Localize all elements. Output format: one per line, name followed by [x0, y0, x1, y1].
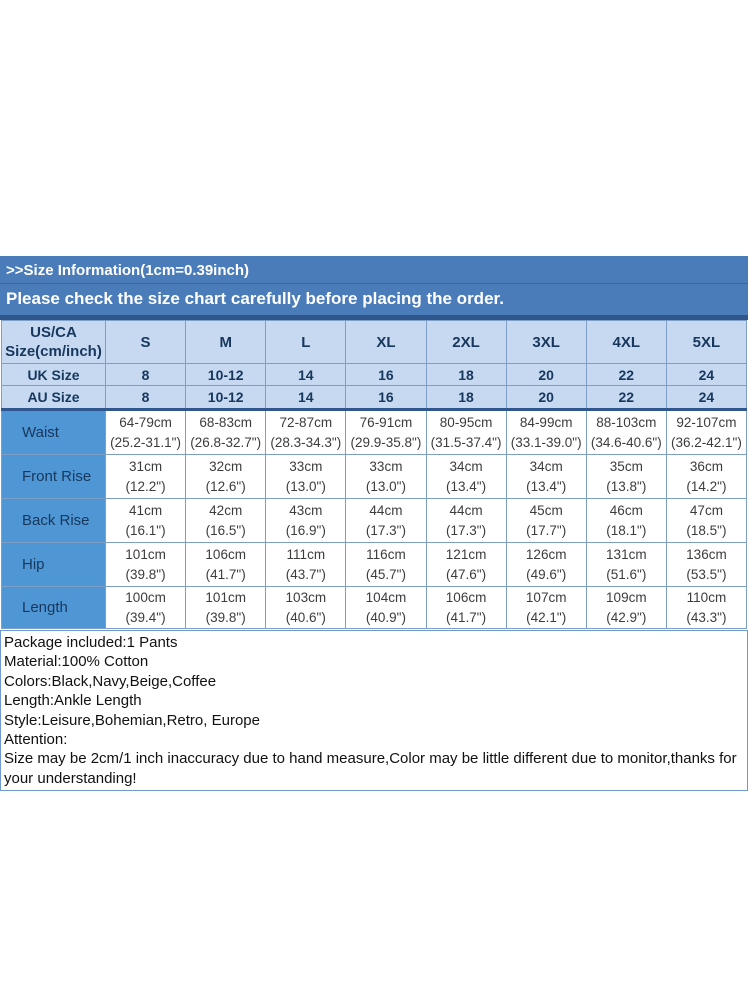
au-size-cell: 22	[586, 386, 666, 410]
measurement-cell	[666, 587, 746, 629]
measurement-cell	[346, 587, 426, 629]
measurement-cm: 106cm	[205, 546, 246, 562]
measurement-cell	[426, 455, 506, 499]
measurement-cell	[666, 543, 746, 587]
measurement-inch: (25.2-31.1")	[110, 434, 181, 450]
measurement-inch: (13.8")	[606, 478, 647, 494]
measurement-cm: 131cm	[606, 546, 647, 562]
measurement-inch: (49.6")	[526, 566, 567, 582]
measurement-cell	[506, 410, 586, 455]
measurement-cm: 104cm	[365, 589, 407, 605]
measurement-cell	[586, 499, 666, 543]
size-unit-header	[2, 321, 106, 364]
measurement-cell	[106, 410, 186, 455]
uk-size-cell: 20	[506, 364, 586, 386]
measurement-cm: 44cm	[449, 502, 483, 518]
measurement-cell	[106, 587, 186, 629]
measurement-inch: (40.9")	[365, 609, 406, 625]
measurement-cell	[186, 410, 266, 455]
measurement-inch: (41.7")	[446, 609, 487, 625]
measurement-inch: (14.2")	[686, 478, 727, 494]
measurement-cm: 64-79cm	[119, 414, 172, 430]
uk-size-label: UK Size	[2, 364, 106, 386]
measurement-cm: 111cm	[286, 546, 326, 562]
measurement-cell	[426, 410, 506, 455]
measurement-inch: (13.4")	[446, 478, 487, 494]
measurement-cell	[186, 499, 266, 543]
measurement-cell	[506, 455, 586, 499]
measurement-inch: (16.5")	[205, 522, 246, 538]
au-size-cell: 20	[506, 386, 586, 410]
measurement-cm: 92-107cm	[676, 414, 737, 430]
detail-line: Package included:1 Pants	[4, 634, 178, 651]
size-col-header: M	[186, 321, 266, 364]
measurement-inch: (43.7")	[285, 566, 326, 582]
measurement-inch: (42.9")	[606, 609, 647, 625]
measurement-cm: 72-87cm	[279, 414, 333, 430]
detail-line: Length:Ankle Length	[4, 692, 142, 710]
measurement-cm: 33cm	[369, 458, 403, 474]
measurement-inch: (43.3")	[686, 609, 727, 625]
size-col-header: S	[106, 321, 186, 364]
measurement-inch: (29.9-35.8")	[350, 434, 422, 450]
measurement-row	[2, 499, 747, 543]
measurement-cm: 35cm	[609, 458, 643, 474]
measurement-cell	[186, 543, 266, 587]
measurement-cm: 88-103cm	[596, 414, 657, 430]
detail-line: Material:100% Cotton	[4, 653, 149, 671]
measurement-inch: (40.6")	[285, 609, 326, 625]
measurement-cell	[106, 543, 186, 587]
measurement-cm: 116cm	[366, 546, 406, 562]
measurement-cm: 36cm	[689, 458, 723, 474]
measurement-cell	[266, 543, 346, 587]
measurement-cell	[346, 410, 426, 455]
measurement-cm: 106cm	[445, 589, 487, 605]
measurement-label: Back Rise	[2, 499, 106, 543]
banner-title: >>Size Information(1cm=0.39inch)	[0, 256, 748, 284]
size-col-header: 3XL	[506, 321, 586, 364]
measurement-inch: (16.9")	[285, 522, 326, 538]
size-info-banner	[0, 256, 748, 320]
uk-size-cell: 18	[426, 364, 506, 386]
measurement-inch: (16.1")	[125, 522, 166, 538]
measurement-row	[2, 587, 747, 629]
measurement-cm: 43cm	[289, 502, 323, 518]
au-size-cell: 8	[106, 386, 186, 410]
measurement-inch: (39.8")	[125, 566, 166, 582]
measurement-inch: (17.3")	[365, 522, 406, 538]
uk-size-cell: 24	[666, 364, 746, 386]
detail-line: Colors:Black,Navy,Beige,Coffee	[4, 672, 217, 690]
size-info-section	[0, 256, 748, 791]
measurement-inch: (13.0")	[285, 478, 326, 494]
uk-size-cell: 8	[106, 364, 186, 386]
measurement-inch: (13.4")	[526, 478, 567, 494]
measurement-cm: 45cm	[529, 502, 563, 518]
uk-size-cell: 14	[266, 364, 346, 386]
measurement-cell	[106, 499, 186, 543]
measurement-inch: (45.7")	[365, 566, 406, 582]
measurement-cm: 34cm	[529, 458, 563, 474]
measurement-cell	[266, 499, 346, 543]
measurement-cm: 41cm	[129, 502, 163, 518]
measurement-inch: (31.5-37.4")	[430, 434, 502, 450]
measurement-inch: (13.0")	[365, 478, 406, 494]
measurement-inch: (47.6")	[446, 566, 487, 582]
measurement-cm: 80-95cm	[439, 414, 493, 430]
size-col-header: 5XL	[666, 321, 746, 364]
detail-line: Style:Leisure,Bohemian,Retro, Europe	[4, 711, 260, 729]
au-size-cell: 10-12	[186, 386, 266, 410]
uk-size-cell: 16	[346, 364, 426, 386]
measurement-inch: (42.1")	[526, 609, 567, 625]
measurement-cell	[666, 410, 746, 455]
measurement-cell	[506, 499, 586, 543]
measurement-cell	[346, 499, 426, 543]
measurement-inch: (26.8-32.7")	[190, 434, 262, 450]
detail-line: Size may be 2cm/1 inch inaccuracy due to hand measure,Color may be little different due to monitor,thanks for your understanding!	[4, 750, 737, 787]
measurement-cm: 31cm	[129, 458, 163, 474]
measurement-inch: (34.6-40.6")	[590, 434, 662, 450]
size-chart-table	[1, 320, 747, 629]
size-unit-header-line1: US/CA	[30, 324, 77, 341]
au-size-row	[2, 386, 747, 410]
measurement-cell	[266, 587, 346, 629]
measurement-inch: (36.2-42.1")	[671, 434, 742, 450]
measurement-inch: (53.5")	[686, 566, 727, 582]
size-col-header: XL	[346, 321, 426, 364]
size-chart-header	[2, 321, 747, 410]
au-size-cell: 16	[346, 386, 426, 410]
measurement-cm: 101cm	[205, 589, 246, 605]
measurement-inch: (17.7")	[526, 522, 567, 538]
measurement-cm: 121cm	[445, 546, 487, 562]
measurement-cell	[666, 455, 746, 499]
au-size-label: AU Size	[2, 386, 106, 410]
measurement-cm: 109cm	[606, 589, 647, 605]
size-col-header: L	[266, 321, 346, 364]
measurement-label: Hip	[2, 543, 106, 587]
measurement-cm: 44cm	[369, 502, 403, 518]
measurement-cell	[426, 499, 506, 543]
measurement-cm: 47cm	[689, 502, 723, 518]
measurement-cm: 100cm	[125, 589, 166, 605]
measurement-inch: (39.4")	[125, 609, 166, 625]
measurement-cell	[506, 543, 586, 587]
au-size-cell: 24	[666, 386, 746, 410]
measurement-inch: (28.3-34.3")	[270, 434, 342, 450]
size-unit-header-line2: Size(cm/inch)	[5, 343, 102, 360]
measurement-cell	[586, 587, 666, 629]
measurement-cm: 68-83cm	[199, 414, 252, 430]
measurement-label: Waist	[2, 410, 106, 455]
measurement-cm: 84-99cm	[519, 414, 573, 430]
measurement-cell	[506, 587, 586, 629]
measurement-inch: (33.1-39.0")	[510, 434, 582, 450]
product-details	[0, 630, 748, 791]
measurement-cm: 42cm	[209, 502, 243, 518]
measurement-cell	[186, 455, 266, 499]
measurement-row	[2, 543, 747, 587]
size-header-row	[2, 321, 747, 364]
measurement-cm: 103cm	[285, 589, 327, 605]
measurement-cm: 46cm	[609, 502, 643, 518]
measurement-cm: 32cm	[209, 458, 243, 474]
measurement-cm: 110cm	[686, 589, 727, 605]
measurements-body	[2, 410, 747, 629]
measurement-cm: 101cm	[125, 546, 166, 562]
measurement-inch: (18.1")	[606, 522, 647, 538]
measurement-cell	[586, 455, 666, 499]
uk-size-row	[2, 364, 747, 386]
detail-line: Attention:	[4, 731, 68, 749]
measurement-cell	[426, 587, 506, 629]
measurement-cm: 34cm	[449, 458, 483, 474]
uk-size-cell: 22	[586, 364, 666, 386]
measurement-inch: (12.6")	[205, 478, 246, 494]
measurement-label: Length	[2, 587, 106, 629]
measurement-cell	[586, 543, 666, 587]
measurement-cm: 107cm	[525, 589, 567, 605]
measurement-cell	[346, 455, 426, 499]
measurement-cell	[586, 410, 666, 455]
measurement-cell	[266, 410, 346, 455]
measurement-cell	[666, 499, 746, 543]
measurement-cm: 136cm	[686, 546, 727, 562]
measurement-row	[2, 410, 747, 455]
measurement-inch: (18.5")	[686, 522, 727, 538]
measurement-cell	[346, 543, 426, 587]
measurement-cell	[266, 455, 346, 499]
measurement-row	[2, 455, 747, 499]
au-size-cell: 14	[266, 386, 346, 410]
measurement-inch: (41.7")	[205, 566, 246, 582]
measurement-inch: (51.6")	[606, 566, 647, 582]
measurement-cm: 33cm	[289, 458, 323, 474]
measurement-cm: 76-91cm	[359, 414, 413, 430]
measurement-inch: (39.8")	[205, 609, 246, 625]
measurement-cell	[426, 543, 506, 587]
measurement-cell	[106, 455, 186, 499]
banner-subtitle: Please check the size chart carefully before placing the order.	[6, 289, 504, 308]
measurement-inch: (12.2")	[125, 478, 166, 494]
au-size-cell: 18	[426, 386, 506, 410]
measurement-inch: (17.3")	[446, 522, 487, 538]
size-col-header: 2XL	[426, 321, 506, 364]
measurement-label: Front Rise	[2, 455, 106, 499]
size-col-header: 4XL	[586, 321, 666, 364]
measurement-cm: 126cm	[525, 546, 567, 562]
measurement-cell	[186, 587, 266, 629]
uk-size-cell: 10-12	[186, 364, 266, 386]
